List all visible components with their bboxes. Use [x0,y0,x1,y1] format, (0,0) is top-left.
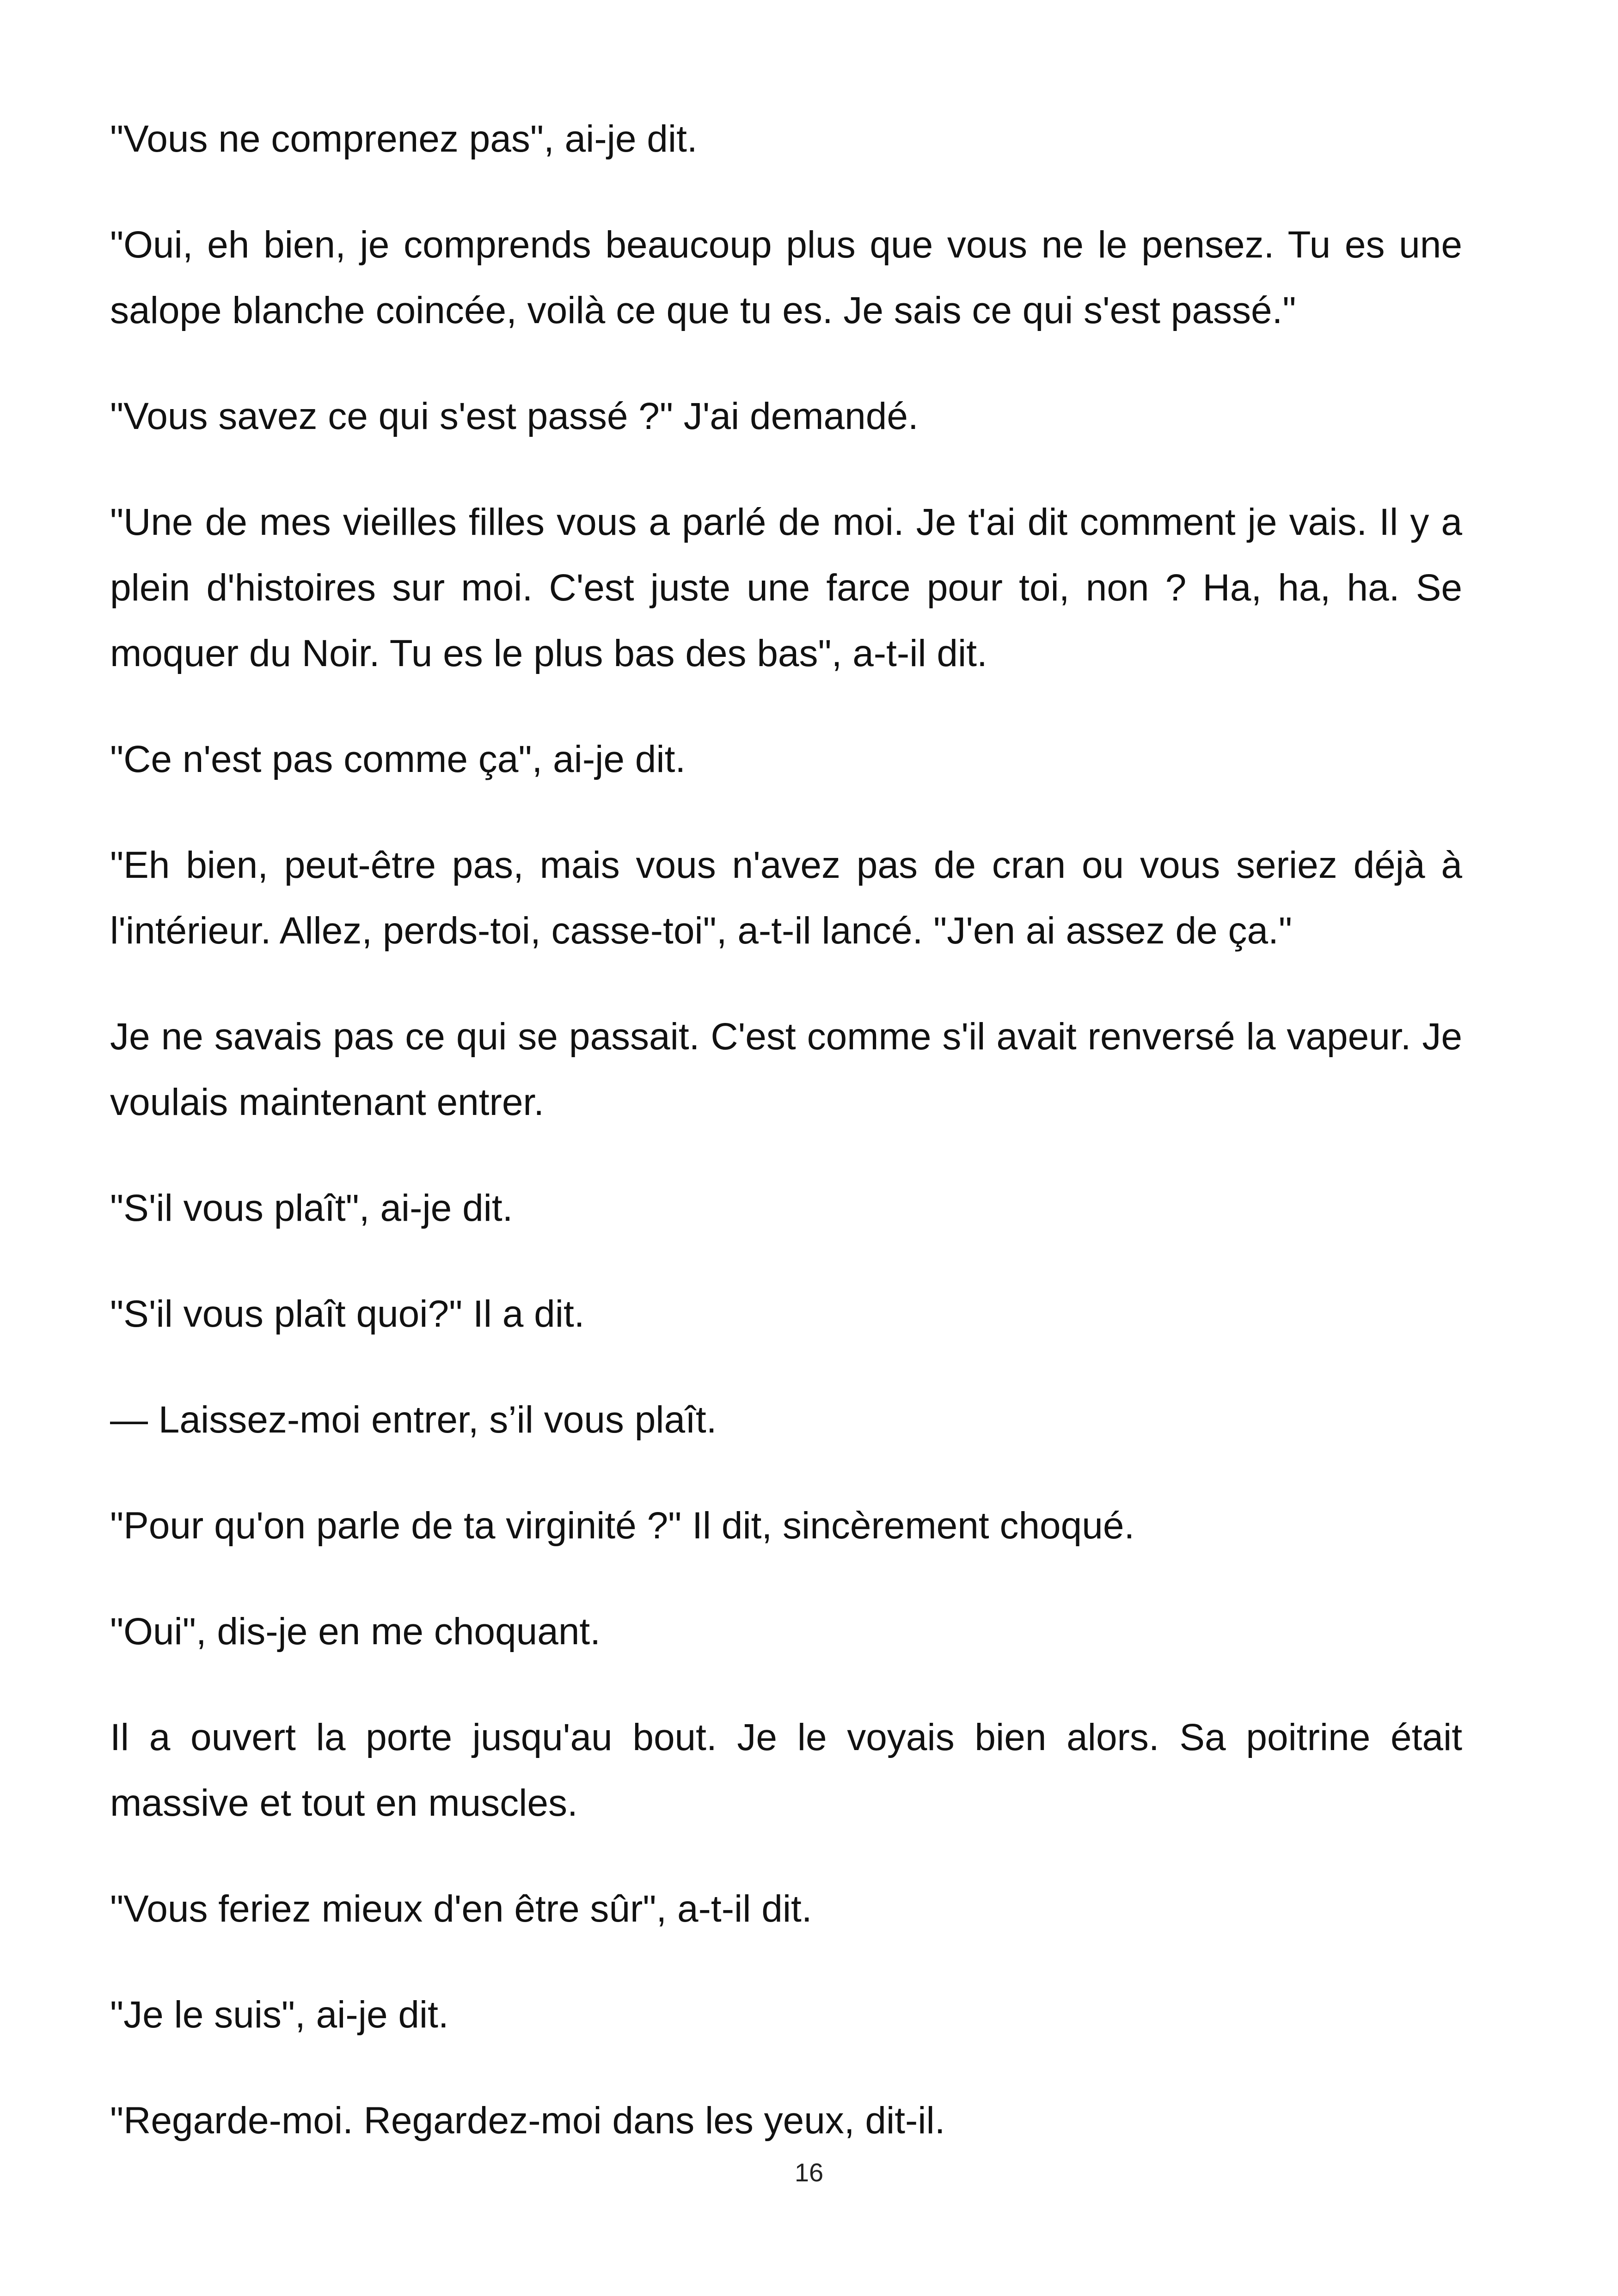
paragraph: "Je le suis", ai-je dit. [110,1994,449,2036]
paragraph: "Vous savez ce qui s'est passé ?" J'ai demandé. [110,395,919,437]
paragraph: "Pour qu'on parle de ta virginité ?" Il dit, sincèrement choqué. [110,1505,1135,1547]
paragraph: "Oui, eh bien, je comprends beaucoup plus que vous ne le pensez. Tu es une salope blanche coincée, voilà ce que tu es. Je sais ce qui s'est passé." [110,224,1462,331]
paragraph: "Regarde-moi. Regardez-moi dans les yeux, dit-il. [110,2100,945,2142]
paragraph: "S'il vous plaît", ai-je dit. [110,1187,513,1229]
paragraph: "Vous ne comprenez pas", ai-je dit. [110,118,698,160]
paragraph: "S'il vous plaît quoi?" Il a dit. [110,1293,585,1335]
paragraph: "Eh bien, peut-être pas, mais vous n'avez pas de cran ou vous seriez déjà à l'intérieur. Allez, perds-toi, casse-toi", a-t-il lancé. "J'en ai assez de ça." [110,844,1462,952]
paragraph: Il a ouvert la porte jusqu'au bout. Je le voyais bien alors. Sa poitrine était massive et tout en muscles. [110,1716,1462,1824]
paragraph: "Vous feriez mieux d'en être sûr", a-t-il dit. [110,1888,812,1930]
paragraph: Je ne savais pas ce qui se passait. C'est comme s'il avait renversé la vapeur. Je voulais maintenant entrer. [110,1016,1462,1123]
body-text [110,106,1462,2194]
paragraph: — Laissez-moi entrer, s’il vous plaît. [110,1399,717,1441]
paragraph: "Ce n'est pas comme ça", ai-je dit. [110,738,686,780]
paragraph: "Une de mes vieilles filles vous a parlé de moi. Je t'ai dit comment je vais. Il y a plein d'histoires sur moi. C'est juste une farce pour toi, non ? Ha, ha, ha. Se moquer du Noir. Tu es le plus bas des bas", a-t-il dit. [110,501,1462,674]
paragraph: "Oui", dis-je en me choquant. [110,1610,601,1653]
page-number: 16 [794,2158,824,2187]
